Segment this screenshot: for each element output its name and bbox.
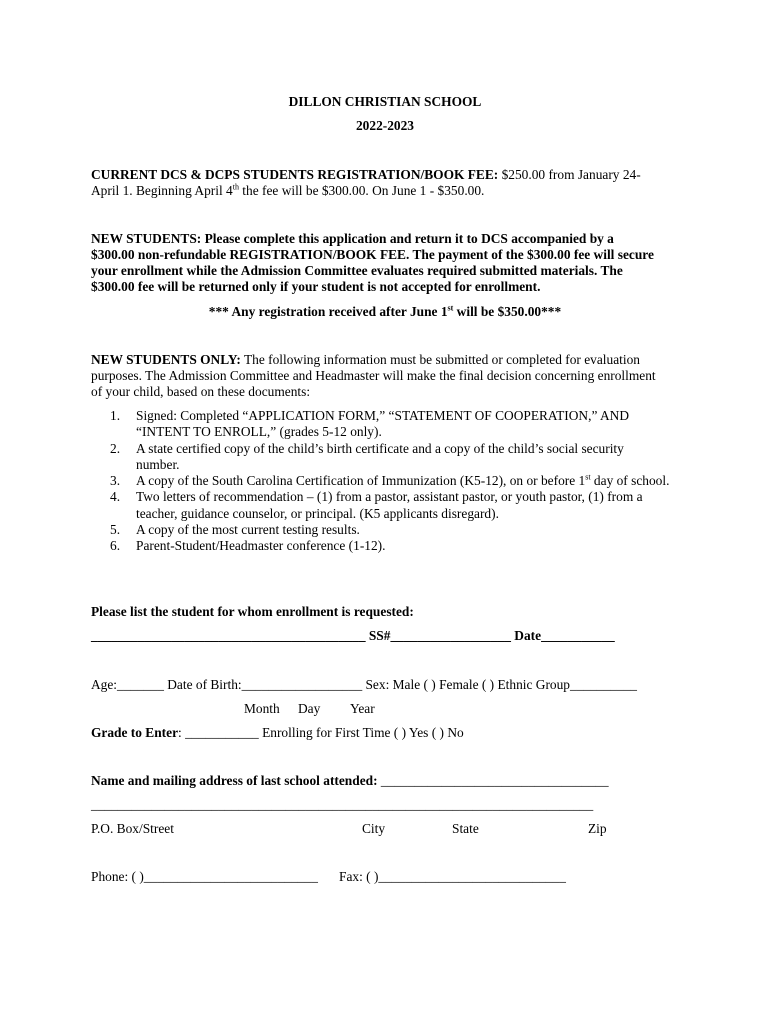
requirement-text: A copy of the South Carolina Certification of Immunization (K5-12), on or before 1 <box>136 473 586 489</box>
notice-sup: st <box>447 303 454 313</box>
requirement-text: A copy of the most current testing results. <box>136 522 360 538</box>
new-only-line-2: purposes. The Admission Committee and Headmaster will make the final decision concerning enrollment <box>91 368 656 383</box>
school-year: 2022-2023 <box>355 118 415 133</box>
requirement-item <box>110 538 670 554</box>
current-fee-text-2a: April 1. Beginning April 4 <box>91 183 233 198</box>
requirement-item <box>110 473 670 489</box>
new-only-label: NEW STUDENTS ONLY: <box>91 352 241 367</box>
requirement-number: 4. <box>110 489 121 505</box>
requirement-text: A state certified copy of the child’s birth certificate and a copy of the child’s social security number. <box>136 440 624 472</box>
current-fee-line-2 <box>91 183 484 199</box>
requirements-list <box>110 408 670 555</box>
new-only-line-3: of your child, based on these documents: <box>91 384 311 399</box>
requirement-item <box>110 441 670 474</box>
requirement-sup: st <box>585 472 591 482</box>
address-field[interactable]: ___________________________________________________________________________ <box>91 797 594 812</box>
requirement-item <box>110 408 670 441</box>
new-students-line-1: NEW STUDENTS: Please complete this application and return it to DCS accompanied by a <box>91 231 614 246</box>
requirement-number: 3. <box>110 473 121 489</box>
new-only-text-1: The following information must be submitted or completed for evaluation <box>240 352 640 367</box>
new-students-line-3: your enrollment while the Admission Committee evaluates required submitted materials. The <box>91 263 623 278</box>
late-registration-notice <box>0 304 770 320</box>
address-street-label: P.O. Box/Street <box>91 821 174 836</box>
new-students-line-4: $300.00 fee will be returned only if your student is not accepted for enrollment. <box>91 279 541 294</box>
notice-text-b: will be $350.00*** <box>453 304 562 319</box>
grade-to-enter-field[interactable] <box>91 725 464 741</box>
last-school-field[interactable] <box>91 773 609 789</box>
student-heading: Please list the student for whom enrollment is requested: <box>91 604 414 619</box>
current-fee-text-1: $250.00 from January 24- <box>498 167 641 182</box>
dob-year-label: Year <box>350 701 375 716</box>
new-students-line-2: $300.00 non-refundable REGISTRATION/BOOK FEE. The payment of the $300.00 fee will secure <box>91 247 654 262</box>
phone-field[interactable]: Phone: ( )__________________________ <box>91 869 318 884</box>
current-fee-text-2b: the fee will be $300.00. On June 1 - $350.00. <box>238 183 485 198</box>
requirement-number: 6. <box>110 538 121 554</box>
requirement-item <box>110 522 670 538</box>
address-city-label: City <box>362 821 386 836</box>
fax-field[interactable]: Fax: ( )____________________________ <box>339 869 566 884</box>
notice-text-a: *** Any registration received after June 1 <box>208 304 448 319</box>
student-name-ss-date-field[interactable]: _________________________________________ SS#__________________ Date___________ <box>91 628 615 643</box>
requirement-number: 2. <box>110 440 121 456</box>
school-name: DILLON CHRISTIAN SCHOOL <box>288 94 482 109</box>
requirement-number: 1. <box>110 408 121 423</box>
new-only-line-1 <box>91 352 640 368</box>
grade-label: Grade to Enter <box>91 725 179 740</box>
address-state-label: State <box>452 821 479 836</box>
last-school-label: Name and mailing address of last school attended: <box>91 773 378 788</box>
last-school-blank: __________________________________ <box>377 773 609 788</box>
requirement-text-end: day of school. <box>590 473 670 489</box>
current-fee-sup: th <box>232 182 239 192</box>
requirement-text: Two letters of recommendation – (1) from a pastor, assistant pastor, or youth pastor, (1) from a teacher, guidance counselor, or principal. (K5 applicants disregard). <box>136 489 643 521</box>
requirement-number: 5. <box>110 522 121 538</box>
age-dob-sex-field[interactable]: Age:_______ Date of Birth:__________________ Sex: Male ( ) Female ( ) Ethnic Group__________ <box>91 677 637 692</box>
grade-rest: : ___________ Enrolling for First Time ( ) Yes ( ) No <box>178 725 464 740</box>
dob-month-label: Month <box>244 701 280 716</box>
dob-day-label: Day <box>298 701 321 716</box>
current-fee-line-1 <box>91 167 641 183</box>
requirement-item <box>110 489 670 522</box>
current-fee-label: CURRENT DCS & DCPS STUDENTS REGISTRATION/BOOK FEE: <box>91 167 499 182</box>
requirement-text: Signed: Completed “APPLICATION FORM,” “STATEMENT OF COOPERATION,” AND “INTENT TO ENROLL,” (grades 5-12 only). <box>136 408 630 440</box>
address-zip-label: Zip <box>588 821 607 836</box>
requirement-text: Parent-Student/Headmaster conference (1-12). <box>136 538 386 554</box>
